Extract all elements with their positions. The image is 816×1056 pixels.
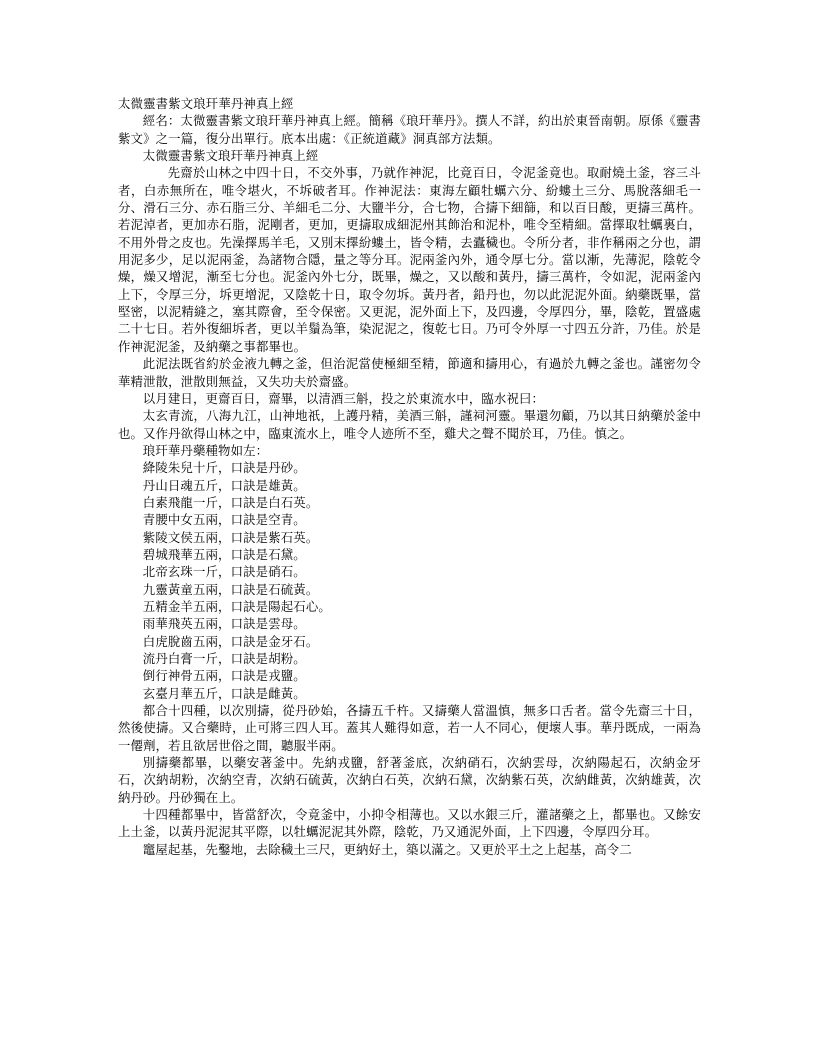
ingredient-item: 紫陵文侯五兩，口訣是紫石英。: [142, 529, 319, 545]
ingredient-item: 白素飛龍一斤，口訣是白石英。: [142, 494, 319, 510]
body-paragraph-3: 以月建日，更齋百日，齋畢，以清酒三斛，投之於東流水中，臨水祝曰：: [142, 390, 545, 406]
document-body: [118, 95, 701, 858]
ingredient-item: 丹山日魂五斤，口訣是雄黃。: [142, 477, 306, 493]
ingredient-item: 碧城飛華五兩，口訣是石黛。: [142, 546, 306, 562]
document-title: 太微靈書紫文琅玕華丹神真上經: [118, 96, 294, 111]
ingredients-heading: 琅玕華丹藥種物如左：: [142, 442, 269, 458]
body-paragraph-6: 十四種都畢中，皆當舒次，令竟釜中，小抑令相薄也。又以水銀三斤，灌諸藥之上，都畢也。又餘安上土釜，以黃丹泥泥其平際，以牡蠣泥泥其外際，陰乾，乃又通泥外面，上下四邊，令厚四分耳。: [118, 807, 701, 840]
ingredient-item: 白虎脫齒五兩，口訣是金牙石。: [142, 633, 319, 649]
incantation-paragraph: 太玄青流，八海九江，山神地祇，上護丹精，美酒三斛，謹祠河靈。畢還勿顧，乃以其日納藥於釜中也。又作丹欲得山林之中，臨東流水上，唯令人迹所不至，雞犬之聲不聞於耳，乃佳。慎之。: [118, 408, 701, 441]
ingredient-item: 倒行神骨五兩，口訣是戎鹽。: [142, 668, 306, 684]
ingredient-item: 絳陵朱兒十斤，口訣是丹砂。: [142, 460, 306, 476]
body-paragraph-7: 竈屋起基，先鑿地，去除穢土三尺，更納好土，築以滿之。又更於平土之上起基，高令二: [142, 841, 632, 857]
ingredient-item: 玄臺月華五斤，口訣是雌黃。: [142, 685, 306, 701]
ingredient-item: 青腰中女五兩，口訣是空青。: [142, 512, 306, 528]
ingredient-item: 五精金羊五兩，口訣是陽起石心。: [142, 598, 331, 614]
body-paragraph-1: 先齋於山林之中四十日，不交外事，乃就作神泥，比竟百日，令泥釜竟也。取耐燒土釜，容三斗者，白赤無所在，唯令堪火，不坼破者耳。作神泥法：東海左顧牡蠣六分、紛螻土三分、馬脫落細毛一分、滑石三分、赤石脂三分、羊細毛二分、大鹽半分，合七物，合擣下細篩，和以百日酸，更擣三萬杵。若泥淖者，更加赤石脂，泥剛者，更加，更擣取成細泥州其飾治和泥朴，唯令至精細。當擇取牡蠣裏白，不用外骨之皮也。先澡擇馬羊毛，又別末擇紛螻土，皆令精，去蠹穢也。令所分者，非作稱兩之分也，謂用泥多少，足以泥兩釜，為諸物合隱，量之等分耳。泥兩釜內外，通令厚七分。當以漸，先薄泥，陰乾令燥，燥又增泥，漸至七分也。泥釜內外七分，既畢，燥之，又以酸和黃丹，擣三萬杵，令如泥，泥兩釜內上下，令厚三分，坼更增泥，又陰乾十日，取令勿坼。黃丹者，鉛丹也，勿以此泥泥外面。納藥既畢，當堅密，以泥精縫之，塞其際會，至令保密。又更泥，泥外面上下，及四邊，令厚四分，畢，陰乾，置盛處二十七日。若外復細坼者，更以羊鬚為筆，染泥泥之，復乾七日。乃可令外厚一寸四五分許，乃佳。於是作神泥泥釜，及納藥之事都畢也。: [118, 165, 701, 354]
ingredient-item: 北帝玄珠一斤，口訣是硝石。: [142, 564, 306, 580]
sutra-heading: 太微靈書紫文琅玕華丹神真上經: [142, 148, 319, 164]
body-paragraph-2: 此泥法既省約於金液九轉之釜，但治泥當使極細至精，節適和擣用心，有過於九轉之釜也。謹密勿令華精泄散，泄散則無益，又失功夫於齋盛。: [118, 356, 701, 389]
ingredient-item: 流丹白膏一斤，口訣是胡粉。: [142, 651, 306, 666]
body-paragraph-4: 都合十四種，以次別擣，從丹砂始，各擣五千杵。又擣藥人當溫慎，無多口舌者。當令先齋三十日，然後使擣。又合藥時，止可將三四人耳。蓋其人難得如意，若一人不同心，便壞人事。華丹既成，一兩為一僊劑，若且欲居世俗之間，聽服半兩。: [118, 703, 701, 753]
ingredient-item: 九靈黃童五兩，口訣是石硫黃。: [142, 581, 319, 597]
body-paragraph-5: 別擣藥都畢，以藥安著釜中。先納戎鹽，舒著釜底，次納硝石，次納雲母，次納陽起石，次納金牙石，次納胡粉，次納空青，次納石硫黃，次納白石英，次納石黛，次納紫石英，次納雌黃，次納雄黃，次納丹砂。丹砂獨在上。: [118, 755, 701, 805]
colophon-paragraph: 經名：太微靈書紫文琅玕華丹神真上經。簡稱《琅玕華丹》。撰人不詳，約出於東晉南朝。原係《靈書紫文》之一篇，復分出單行。底本出處：《正統道藏》洞真部方法類。: [118, 113, 701, 146]
ingredient-item: 雨華飛英五兩，口訣是雲母。: [142, 616, 306, 632]
